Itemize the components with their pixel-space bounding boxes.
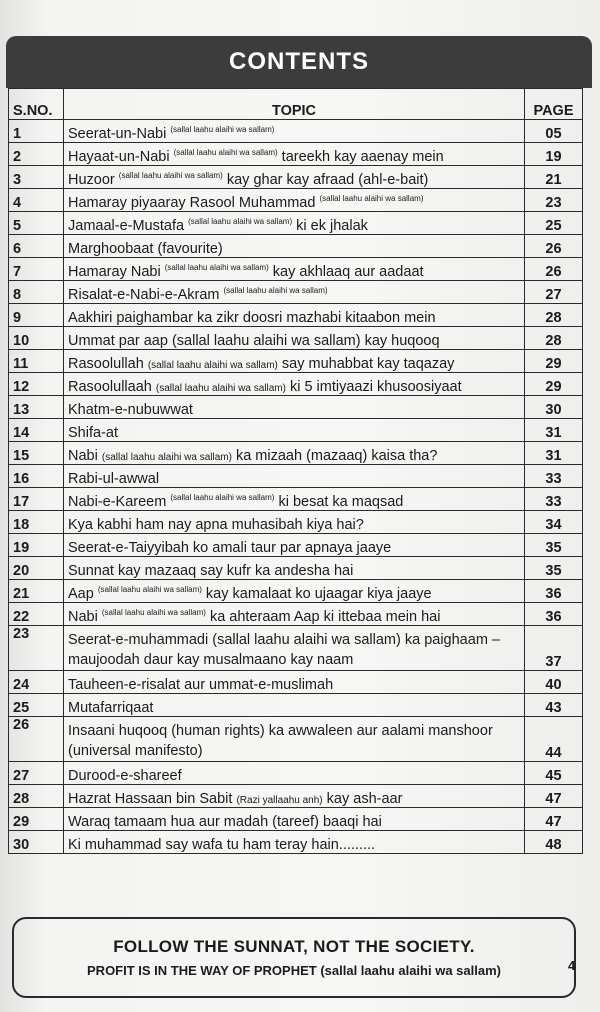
row-page: 43 — [525, 694, 583, 717]
topic-pre: Ki muhammad say wafa tu ham teray hain......... — [68, 837, 376, 853]
topic-sup: (sallal laahu alaihi wa sallam) — [101, 608, 206, 618]
row-page: 27 — [525, 281, 583, 304]
row-sno: 25 — [9, 694, 64, 717]
row-sno: 11 — [9, 350, 64, 373]
row-page: 35 — [525, 534, 583, 557]
row-topic — [64, 212, 525, 235]
footer-subline: PROFIT IS IN THE WAY OF PROPHET (sallal laahu alaihi wa sallam) — [87, 963, 501, 978]
row-topic — [64, 465, 525, 488]
row-sno: 28 — [9, 785, 64, 808]
row-topic — [64, 580, 525, 603]
topic-pre: Sunnat kay mazaaq say kufr ka andesha hai — [68, 563, 354, 579]
row-page: 19 — [525, 143, 583, 166]
topic-sup: (sallal laahu alaihi wa sallam) — [118, 171, 223, 181]
topic-pre: Hamaray piyaaray Rasool Muhammad — [68, 195, 316, 211]
row-page: 25 — [525, 212, 583, 235]
row-sno: 12 — [9, 373, 64, 396]
table-row — [9, 488, 583, 511]
topic-pre: Hayaat-un-Nabi — [68, 149, 170, 165]
topic-sup: (sallal laahu alaihi wa sallam) — [188, 217, 293, 227]
topic-pre: Rabi-ul-awwal — [68, 471, 160, 487]
topic-sup: (sallal laahu alaihi wa sallam) — [97, 585, 202, 595]
topic-pre: Aap — [68, 586, 94, 602]
row-topic — [64, 511, 525, 534]
topic-pre: Tauheen-e-risalat aur ummat-e-muslimah — [68, 677, 334, 693]
topic-sup: (sallal laahu alaihi wa sallam) — [319, 194, 424, 204]
table-row — [9, 120, 583, 143]
row-sno: 15 — [9, 442, 64, 465]
row-sno: 2 — [9, 143, 64, 166]
row-topic — [64, 327, 525, 350]
topic-pre: Khatm-e-nubuwwat — [68, 402, 193, 418]
topic-pre: Waraq tamaam hua aur madah (tareef) baaqi hai — [68, 814, 382, 830]
header-page: PAGE — [525, 89, 583, 120]
topic-pre: Rasoolullah — [68, 356, 144, 372]
row-topic — [64, 304, 525, 327]
table-row — [9, 785, 583, 808]
row-page: 05 — [525, 120, 583, 143]
row-topic — [64, 557, 525, 580]
topic-pre: Mutafarriqaat — [68, 700, 154, 716]
row-sno: 17 — [9, 488, 64, 511]
row-topic — [64, 189, 525, 212]
topic-small: (Razi yallaahu anh) — [236, 795, 323, 806]
topic-pre: Shifa-at — [68, 425, 118, 441]
topic-pre: Hamaray Nabi — [68, 264, 161, 280]
topic-sup: (sallal laahu alaihi wa sallam) — [173, 148, 278, 158]
row-topic — [64, 350, 525, 373]
table-row — [9, 626, 583, 671]
header-topic: TOPIC — [64, 89, 525, 120]
row-page: 33 — [525, 488, 583, 511]
table-row — [9, 831, 583, 854]
row-sno: 30 — [9, 831, 64, 854]
row-page: 31 — [525, 419, 583, 442]
contents-table — [8, 88, 583, 854]
topic-post: ka ahteraam Aap ki ittebaa mein hai — [209, 609, 441, 625]
topic-post: kay akhlaaq aur aadaat — [272, 264, 424, 280]
row-sno: 20 — [9, 557, 64, 580]
row-sno: 4 — [9, 189, 64, 212]
row-topic — [64, 626, 525, 671]
table-row — [9, 419, 583, 442]
topic-pre: Huzoor — [68, 172, 115, 188]
row-sno: 26 — [9, 717, 64, 762]
row-sno: 18 — [9, 511, 64, 534]
row-page: 45 — [525, 762, 583, 785]
row-sno: 24 — [9, 671, 64, 694]
row-topic — [64, 785, 525, 808]
table-row — [9, 465, 583, 488]
table-row — [9, 694, 583, 717]
topic-sup: (sallal laahu alaihi wa sallam) — [164, 263, 269, 273]
table-row — [9, 717, 583, 762]
row-topic — [64, 396, 525, 419]
table-row — [9, 327, 583, 350]
footer-box — [12, 917, 576, 998]
row-page: 44 — [525, 717, 583, 762]
topic-post2: kay ash-aar — [326, 791, 403, 807]
row-sno: 7 — [9, 258, 64, 281]
topic-sup: (sallal laahu alaihi wa sallam) — [170, 125, 275, 135]
row-sno: 21 — [9, 580, 64, 603]
row-page: 35 — [525, 557, 583, 580]
topic-pre: Nabi — [68, 448, 98, 464]
row-sno: 14 — [9, 419, 64, 442]
row-topic — [64, 603, 525, 626]
row-page: 26 — [525, 258, 583, 281]
table-row — [9, 258, 583, 281]
row-page: 36 — [525, 603, 583, 626]
row-topic — [64, 143, 525, 166]
table-header-row — [9, 89, 583, 120]
row-sno: 10 — [9, 327, 64, 350]
row-page: 29 — [525, 373, 583, 396]
row-topic — [64, 488, 525, 511]
row-page: 36 — [525, 580, 583, 603]
table-row — [9, 350, 583, 373]
row-topic — [64, 442, 525, 465]
table-row — [9, 143, 583, 166]
row-topic — [64, 717, 525, 762]
topic-post: ki ek jhalak — [296, 218, 368, 234]
row-sno: 13 — [9, 396, 64, 419]
table-row — [9, 373, 583, 396]
topic-pre: Durood-e-shareef — [68, 768, 182, 784]
row-page: 30 — [525, 396, 583, 419]
row-page: 47 — [525, 785, 583, 808]
row-sno: 29 — [9, 808, 64, 831]
row-sno: 16 — [9, 465, 64, 488]
topic-pre: Nabi — [68, 609, 98, 625]
row-sno: 1 — [9, 120, 64, 143]
row-sno: 19 — [9, 534, 64, 557]
row-topic — [64, 419, 525, 442]
row-sno: 27 — [9, 762, 64, 785]
row-page: 31 — [525, 442, 583, 465]
topic-post: kay kamalaat ko ujaagar kiya jaaye — [205, 586, 432, 602]
table-row — [9, 603, 583, 626]
row-sno: 6 — [9, 235, 64, 258]
row-page: 23 — [525, 189, 583, 212]
table-row — [9, 189, 583, 212]
page-number: 4 — [568, 958, 576, 973]
topic-sup: (sallal laahu alaihi wa sallam) — [170, 493, 275, 503]
topic-pre: Seerat-un-Nabi — [68, 126, 167, 142]
row-topic — [64, 166, 525, 189]
topic-pre: Kya kabhi ham nay apna muhasibah kiya hai? — [68, 517, 364, 533]
table-row — [9, 762, 583, 785]
topic-sup: (sallal laahu alaihi wa sallam) — [223, 286, 328, 296]
topic-post2: ka mizaah (mazaaq) kaisa tha? — [235, 448, 438, 464]
row-page: 26 — [525, 235, 583, 258]
table-row — [9, 808, 583, 831]
row-topic — [64, 694, 525, 717]
table-row — [9, 442, 583, 465]
table-row — [9, 557, 583, 580]
row-topic — [64, 258, 525, 281]
row-page: 48 — [525, 831, 583, 854]
topic-small: (sallal laahu alaihi wa sallam) — [147, 360, 278, 371]
topic-pre: Risalat-e-Nabi-e-Akram — [68, 287, 220, 303]
topic-post2: ki 5 imtiyaazi khusoosiyaat — [289, 379, 462, 395]
row-page: 47 — [525, 808, 583, 831]
topic-pre: Seerat-e-Taiyyibah ko amali taur par apnaya jaaye — [68, 540, 392, 556]
row-page: 37 — [525, 626, 583, 671]
row-topic — [64, 831, 525, 854]
topic-post2: say muhabbat kay taqazay — [281, 356, 455, 372]
topic-pre: Hazrat Hassaan bin Sabit — [68, 791, 233, 807]
footer-slogan: FOLLOW THE SUNNAT, NOT THE SOCIETY. — [113, 937, 475, 956]
row-sno: 8 — [9, 281, 64, 304]
row-sno: 22 — [9, 603, 64, 626]
topic-pre: Seerat-e-muhammadi (sallal laahu alaihi wa sallam) ka paighaam – maujoodah daur kay musalmaano kay naam — [68, 632, 500, 668]
table-row — [9, 235, 583, 258]
row-page: 34 — [525, 511, 583, 534]
topic-post: tareekh kay aaenay mein — [281, 149, 444, 165]
topic-post: ki besat ka maqsad — [278, 494, 404, 510]
table-row — [9, 511, 583, 534]
table-row — [9, 304, 583, 327]
row-page: 40 — [525, 671, 583, 694]
topic-pre: Jamaal-e-Mustafa — [68, 218, 185, 234]
row-topic — [64, 373, 525, 396]
topic-post: kay ghar kay afraad (ahl-e-bait) — [226, 172, 429, 188]
table-row — [9, 534, 583, 557]
row-sno: 9 — [9, 304, 64, 327]
row-topic — [64, 235, 525, 258]
topic-pre: Rasoolullaah — [68, 379, 152, 395]
topic-pre: Aakhiri paighambar ka zikr doosri mazhabi kitaabon mein — [68, 310, 436, 326]
table-row — [9, 671, 583, 694]
header-sno: S.NO. — [9, 89, 64, 120]
topic-small: (sallal laahu alaihi wa sallam) — [155, 383, 286, 394]
row-topic — [64, 281, 525, 304]
topic-small: (sallal laahu alaihi wa sallam) — [101, 452, 232, 463]
row-page: 28 — [525, 304, 583, 327]
topic-pre: Insaani huqooq (human rights) ka awwaleen aur aalami manshoor (universal manifesto) — [68, 723, 493, 759]
topic-pre: Marghoobaat (favourite) — [68, 241, 223, 257]
row-topic — [64, 762, 525, 785]
table-row — [9, 396, 583, 419]
row-page: 33 — [525, 465, 583, 488]
table-body — [9, 120, 583, 854]
row-page: 29 — [525, 350, 583, 373]
row-topic — [64, 534, 525, 557]
row-sno: 3 — [9, 166, 64, 189]
table-row — [9, 166, 583, 189]
topic-pre: Nabi-e-Kareem — [68, 494, 167, 510]
row-sno: 5 — [9, 212, 64, 235]
table-row — [9, 281, 583, 304]
row-page: 28 — [525, 327, 583, 350]
table-row — [9, 580, 583, 603]
row-topic — [64, 120, 525, 143]
row-topic — [64, 671, 525, 694]
topic-pre: Ummat par aap (sallal laahu alaihi wa sallam) kay huqooq — [68, 333, 440, 349]
table-row — [9, 212, 583, 235]
contents-banner: CONTENTS — [6, 36, 592, 88]
row-topic — [64, 808, 525, 831]
row-sno: 23 — [9, 626, 64, 671]
row-page: 21 — [525, 166, 583, 189]
